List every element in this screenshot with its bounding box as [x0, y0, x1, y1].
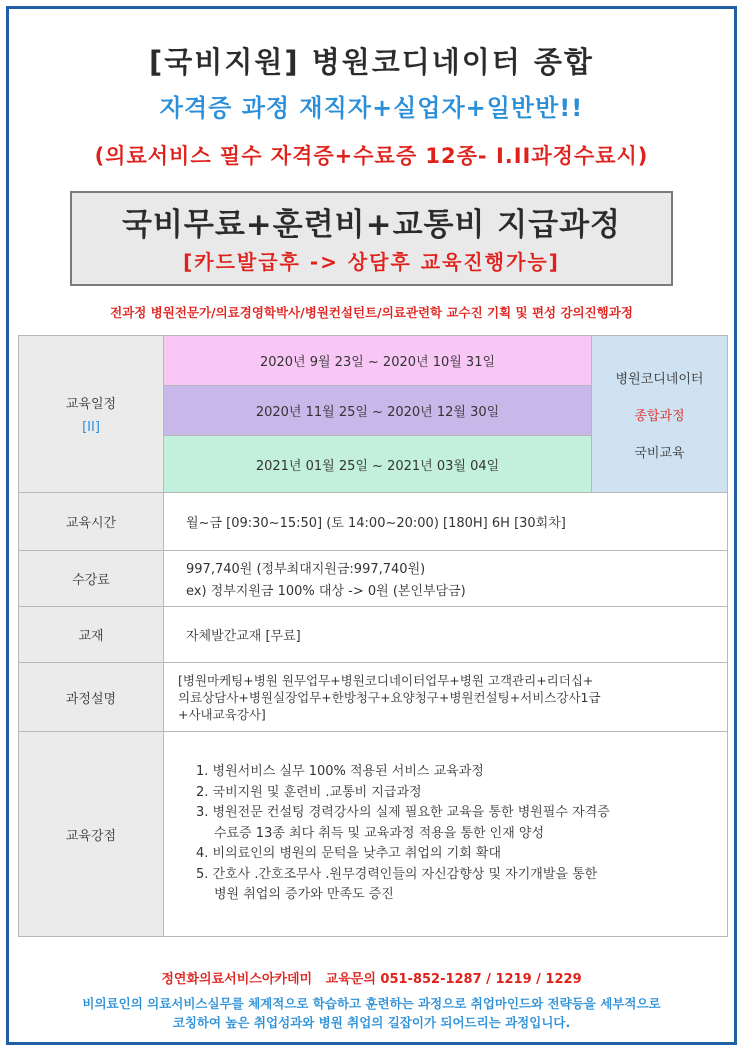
strengths-value — [164, 732, 728, 937]
schedule-date-3: 2021년 01월 25일 ~ 2021년 03월 04일 — [164, 436, 592, 493]
highlight-main: 국비무료+훈련비+교통비 지급과정 — [122, 207, 621, 243]
time-label: 교육시간 — [19, 493, 164, 551]
list-item: 병원 취업의 증가와 만족도 증진 — [214, 887, 394, 903]
course-name-line3: 국비교육 — [634, 445, 685, 461]
page-subtitle: 자격증 과정 재직자+실업자+일반반!! — [159, 94, 584, 122]
course-name-line2: 종합과정 — [634, 408, 685, 424]
fee-value — [164, 551, 728, 607]
list-item: 수료증 13종 최다 취득 및 교육과정 적용을 통한 인재 양성 — [214, 825, 545, 841]
textbook-value: 자체발간교재 [무료] — [164, 607, 728, 663]
strengths-list — [186, 762, 727, 906]
description-label: 과정설명 — [19, 663, 164, 732]
description-value — [164, 663, 728, 732]
fee-line2: ex) 정부지원금 100% 대상 -> 0원 (본인부담금) — [186, 584, 466, 599]
list-item: 1. 병원서비스 실무 100% 적용된 서비스 교육과정 — [196, 764, 484, 780]
certificate-note: (의료서비스 필수 자격증+수료증 12종- I.II과정수료시) — [94, 144, 649, 168]
description-line2: 의료상담사+병원실장업무+한방청구+요양청구+병원컨설팅+서비스강사1급 — [178, 689, 601, 705]
description-line1: [병원마케팅+병원 원무업무+병원코디네이터업무+병원 고객관리+리더십+ — [178, 672, 594, 688]
time-value: 월~금 [09:30~15:50] (토 14:00~20:00) [180H] 6H [30회차] — [164, 493, 728, 551]
list-item: 4. 비의료인의 병원의 문턱을 낮추고 취업의 기회 확대 — [196, 846, 502, 862]
footer-contact: 정연화의료서비스아카데미 교육문의 051-852-1287 / 1219 / 1229 — [161, 972, 582, 987]
strengths-label: 교육강점 — [19, 732, 164, 937]
page-title: [국비지원] 병원코디네이터 종합 — [149, 45, 594, 79]
textbook-label: 교재 — [19, 607, 164, 663]
schedule-label-sub: [II] — [82, 420, 100, 435]
footer-description — [40, 994, 703, 1032]
fee-label: 수강료 — [19, 551, 164, 607]
fee-line1: 997,740원 (정부최대지원금:997,740원) — [186, 562, 426, 577]
schedule-date-2: 2020년 11월 25일 ~ 2020년 12월 30일 — [164, 386, 592, 436]
highlight-sub: [카드발급후 -> 상담후 교육진행가능] — [183, 250, 560, 274]
schedule-date-1: 2020년 9월 23일 ~ 2020년 10월 31일 — [164, 336, 592, 386]
course-name-cell — [592, 336, 728, 493]
footer-description-line2: 코칭하여 높은 취업성과와 병원 취업의 길잡이가 되어드리는 과정입니다. — [172, 1015, 571, 1030]
highlight-box — [70, 191, 673, 286]
list-item: 3. 병원전문 컨설팅 경력강사의 실제 필요한 교육을 통한 병원필수 자격증 — [196, 805, 610, 821]
instructor-note: 전과정 병원전문가/의료경영학박사/병원컨설턴트/의료관련학 교수진 기획 및 편성 강의진행과정 — [110, 305, 633, 320]
course-name-line1: 병원코디네이터 — [615, 371, 704, 387]
list-item: 2. 국비지원 및 훈련비 .교통비 지급과정 — [196, 784, 422, 800]
schedule-label-cell — [19, 336, 164, 493]
footer-description-line1: 비의료인의 의료서비스실무를 체계적으로 학습하고 훈련하는 과정으로 취업마인드와 전략등을 세부적으로 — [82, 996, 661, 1011]
schedule-label: 교육일정 — [65, 397, 117, 412]
description-line3: +사내교육강사] — [178, 706, 266, 722]
list-item: 5. 간호사 .간호조무사 .원무경력인들의 자신감향상 및 자기개발을 통한 — [196, 866, 598, 882]
course-info-table — [18, 335, 728, 937]
